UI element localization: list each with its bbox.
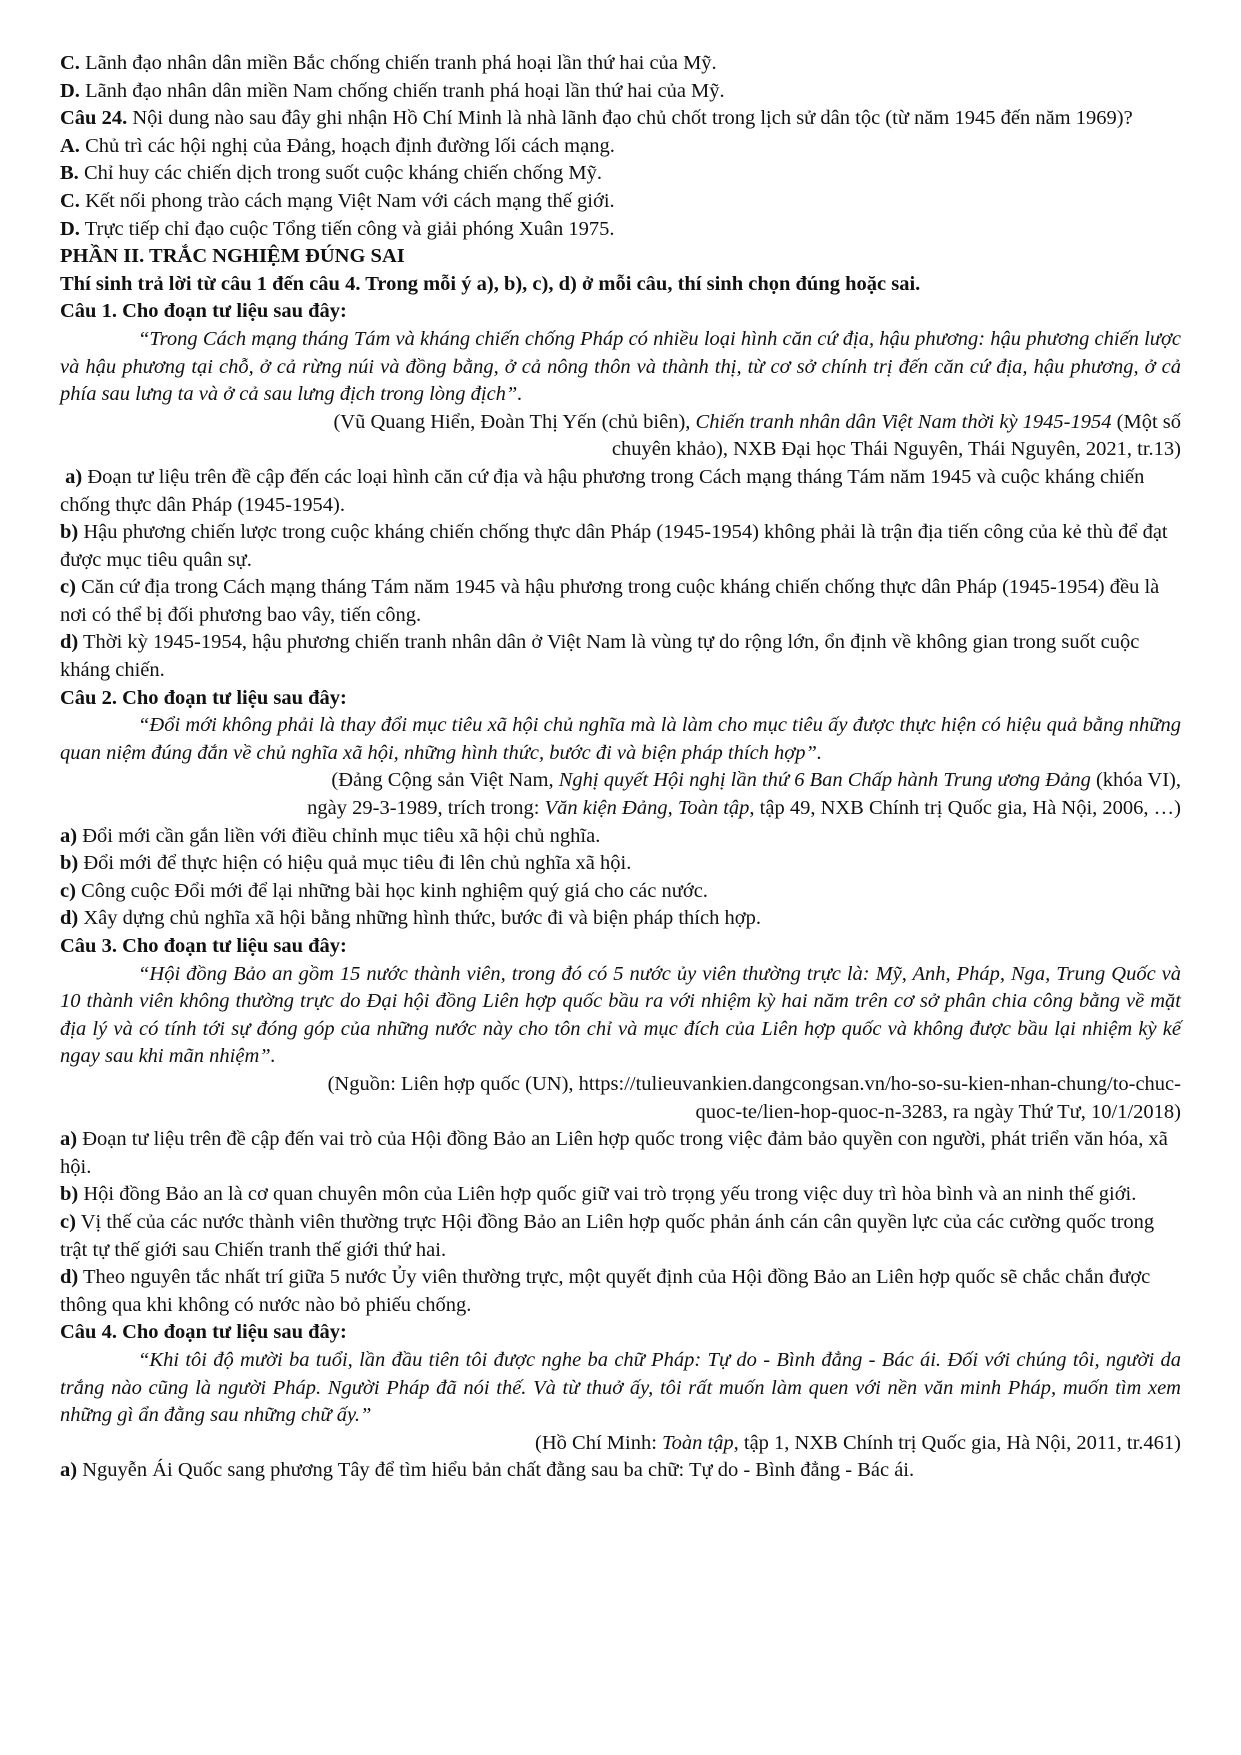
q4-item-a: a) Nguyễn Ái Quốc sang phương Tây để tìm hiểu bản chất đằng sau ba chữ: Tự do - Bình đẳng - Bác ái. (60, 1459, 915, 1482)
q2-item-c: c) Công cuộc Đổi mới để lại những bài học kinh nghiệm quý giá cho các nước. (60, 879, 708, 902)
q2-item-a: a) Đổi mới cần gắn liền với điều chỉnh mục tiêu xã hội chủ nghĩa. (60, 824, 601, 847)
section-title: PHẦN II. TRẮC NGHIỆM ĐÚNG SAI (60, 245, 405, 268)
question-1-quote: “Trong Cách mạng tháng Tám và kháng chiến chống Pháp có nhiều loại hình căn cứ địa, hậu phương: hậu phương chiến lược và hậu phương tại chỗ, ở cả rừng núi và đồng bằng, ở cả nông thôn và thành thị, từ cơ sở chính trị đến căn cứ địa, hậu phương, ở cả phía sau lưng ta và ở cả sau lưng địch trong lòng địch”. (60, 327, 1181, 406)
q3-item-b: b) Hội đồng Bảo an là cơ quan chuyên môn của Liên hợp quốc giữ vai trò trọng yếu trong việc duy trì hòa bình và an ninh thế giới. (60, 1183, 1137, 1206)
question-1-source: (Vũ Quang Hiển, Đoàn Thị Yến (chủ biên), Chiến tranh nhân dân Việt Nam thời kỳ 1945-1954 (Một số (333, 410, 1181, 433)
q1-item-b: b) Hậu phương chiến lược trong cuộc kháng chiến chống thực dân Pháp (1945-1954) không phải là trận địa tiến công của kẻ thù để đạt được mục tiêu quân sự. (60, 521, 1168, 571)
q3-item-a: a) Đoạn tư liệu trên đề cập đến vai trò của Hội đồng Bảo an Liên hợp quốc trong việc đảm bảo quyền con người, phát triển văn hóa, xã hội. (60, 1128, 1168, 1178)
question-2-heading: Câu 2. Cho đoạn tư liệu sau đây: (60, 686, 347, 709)
q24-option-c: C. Kết nối phong trào cách mạng Việt Nam với cách mạng thế giới. (60, 189, 615, 212)
question-1-heading: Câu 1. Cho đoạn tư liệu sau đây: (60, 300, 347, 323)
option-c-prev: C. Lãnh đạo nhân dân miền Bắc chống chiến tranh phá hoại lần thứ hai của Mỹ. (60, 52, 717, 74)
q3-item-c: c) Vị thế của các nước thành viên thường trực Hội đồng Bảo an Liên hợp quốc phản ánh cán cân quyền lực của các cường quốc trong trật tự thế giới sau Chiến tranh thế giới thứ hai. (60, 1210, 1155, 1261)
option-d-prev: D. Lãnh đạo nhân dân miền Nam chống chiến tranh phá hoại lần thứ hai của Mỹ. (60, 79, 725, 102)
question-2-source: (Đảng Cộng sản Việt Nam, Nghị quyết Hội nghị lần thứ 6 Ban Chấp hành Trung ương Đảng (khóa VI), (331, 769, 1181, 792)
question-2-source-cont: ngày 29-3-1989, trích trong: Văn kiện Đảng, Toàn tập, tập 49, NXB Chính trị Quốc gia, Hà Nội, 2006, …) (307, 797, 1181, 820)
question-4-heading: Câu 4. Cho đoạn tư liệu sau đây: (60, 1321, 347, 1344)
q1-item-c: c) Căn cứ địa trong Cách mạng tháng Tám năm 1945 và hậu phương trong cuộc kháng chiến chống thực dân Pháp (1945-1954) đều là nơi có thể bị đối phương bao vây, tiến công. (60, 576, 1160, 626)
question-3-source-cont: quoc-te/lien-hop-quoc-n-3283, ra ngày Thứ Tư, 10/1/2018) (695, 1100, 1181, 1123)
question-4-quote: “Khi tôi độ mười ba tuổi, lần đầu tiên tôi được nghe ba chữ Pháp: Tự do - Bình đẳng - Bác ái. Đối với chúng tôi, người da trắng nào cũng là người Pháp. Người Pháp đã nói thế. Và từ thuở ấy, tôi rất muốn làm quen với nền văn minh Pháp, muốn tìm xem những gì ẩn đằng sau những chữ ấy.” (60, 1348, 1181, 1427)
question-1-source-cont: chuyên khảo), NXB Đại học Thái Nguyên, Thái Nguyên, 2021, tr.13) (611, 438, 1181, 461)
q1-item-d: d) Thời kỳ 1945-1954, hậu phương chiến tranh nhân dân ở Việt Nam là vùng tự do rộng lớn, ổn định về không gian trong suốt cuộc kháng chiến. (60, 631, 1140, 682)
question-24: Câu 24. Nội dung nào sau đây ghi nhận Hồ Chí Minh là nhà lãnh đạo chủ chốt trong lịch sử dân tộc (từ năm 1945 đến năm 1969)? (60, 107, 1133, 130)
q2-item-b: b) Đổi mới để thực hiện có hiệu quả mục tiêu đi lên chủ nghĩa xã hội. (60, 852, 632, 875)
q24-option-a: A. Chủ trì các hội nghị của Đảng, hoạch định đường lối cách mạng. (60, 134, 615, 157)
section-instruction: Thí sinh trả lời từ câu 1 đến câu 4. Trong mỗi ý a), b), c), d) ở mỗi câu, thí sinh chọn đúng hoặc sai. (60, 272, 921, 295)
question-4-source: (Hồ Chí Minh: Toàn tập, tập 1, NXB Chính trị Quốc gia, Hà Nội, 2011, tr.461) (535, 1431, 1181, 1454)
question-2-quote: “Đổi mới không phải là thay đổi mục tiêu xã hội chủ nghĩa mà là làm cho mục tiêu ấy được thực hiện có hiệu quả bằng những quan niệm đúng đắn về chủ nghĩa xã hội, những hình thức, bước đi và biện pháp thích hợp”. (60, 714, 1181, 764)
question-label: Câu 24. (60, 107, 128, 130)
question-3-heading: Câu 3. Cho đoạn tư liệu sau đây: (60, 935, 347, 957)
q1-item-a: a) Đoạn tư liệu trên đề cập đến các loại hình căn cứ địa và hậu phương trong Cách mạng tháng Tám năm 1945 và cuộc kháng chiến chống thực dân Pháp (1945-1954). (60, 465, 1145, 516)
question-3-source: (Nguồn: Liên hợp quốc (UN), https://tulieuvankien.dangcongsan.vn/ho-so-su-kien-nhan-chung/to-chuc- (327, 1072, 1181, 1095)
q24-option-b: B. Chỉ huy các chiến dịch trong suốt cuộc kháng chiến chống Mỹ. (60, 162, 603, 185)
question-3-quote: “Hội đồng Bảo an gồm 15 nước thành viên, trong đó có 5 nước ủy viên thường trực là: Mỹ, Anh, Pháp, Nga, Trung Quốc và 10 thành viên không thường trực do Đại hội đồng Liên hợp quốc bầu ra với nhiệm kỳ hai năm trên cơ sở phân chia công bằng về mặt địa lý và có tính tới sự đóng góp của những nước này cho tôn chỉ và mục đích của Liên hợp quốc và không được bầu lại nhiệm kỳ kế ngay sau khi mãn nhiệm”. (60, 962, 1181, 1068)
q3-item-d: d) Theo nguyên tắc nhất trí giữa 5 nước Ủy viên thường trực, một quyết định của Hội đồng Bảo an Liên hợp quốc sẽ chắc chắn được thông qua khi không có nước nào bỏ phiếu chống. (60, 1266, 1151, 1316)
q24-option-d: D. Trực tiếp chỉ đạo cuộc Tổng tiến công và giải phóng Xuân 1975. (60, 217, 615, 240)
q2-item-d: d) Xây dựng chủ nghĩa xã hội bằng những hình thức, bước đi và biện pháp thích hợp. (60, 907, 761, 930)
